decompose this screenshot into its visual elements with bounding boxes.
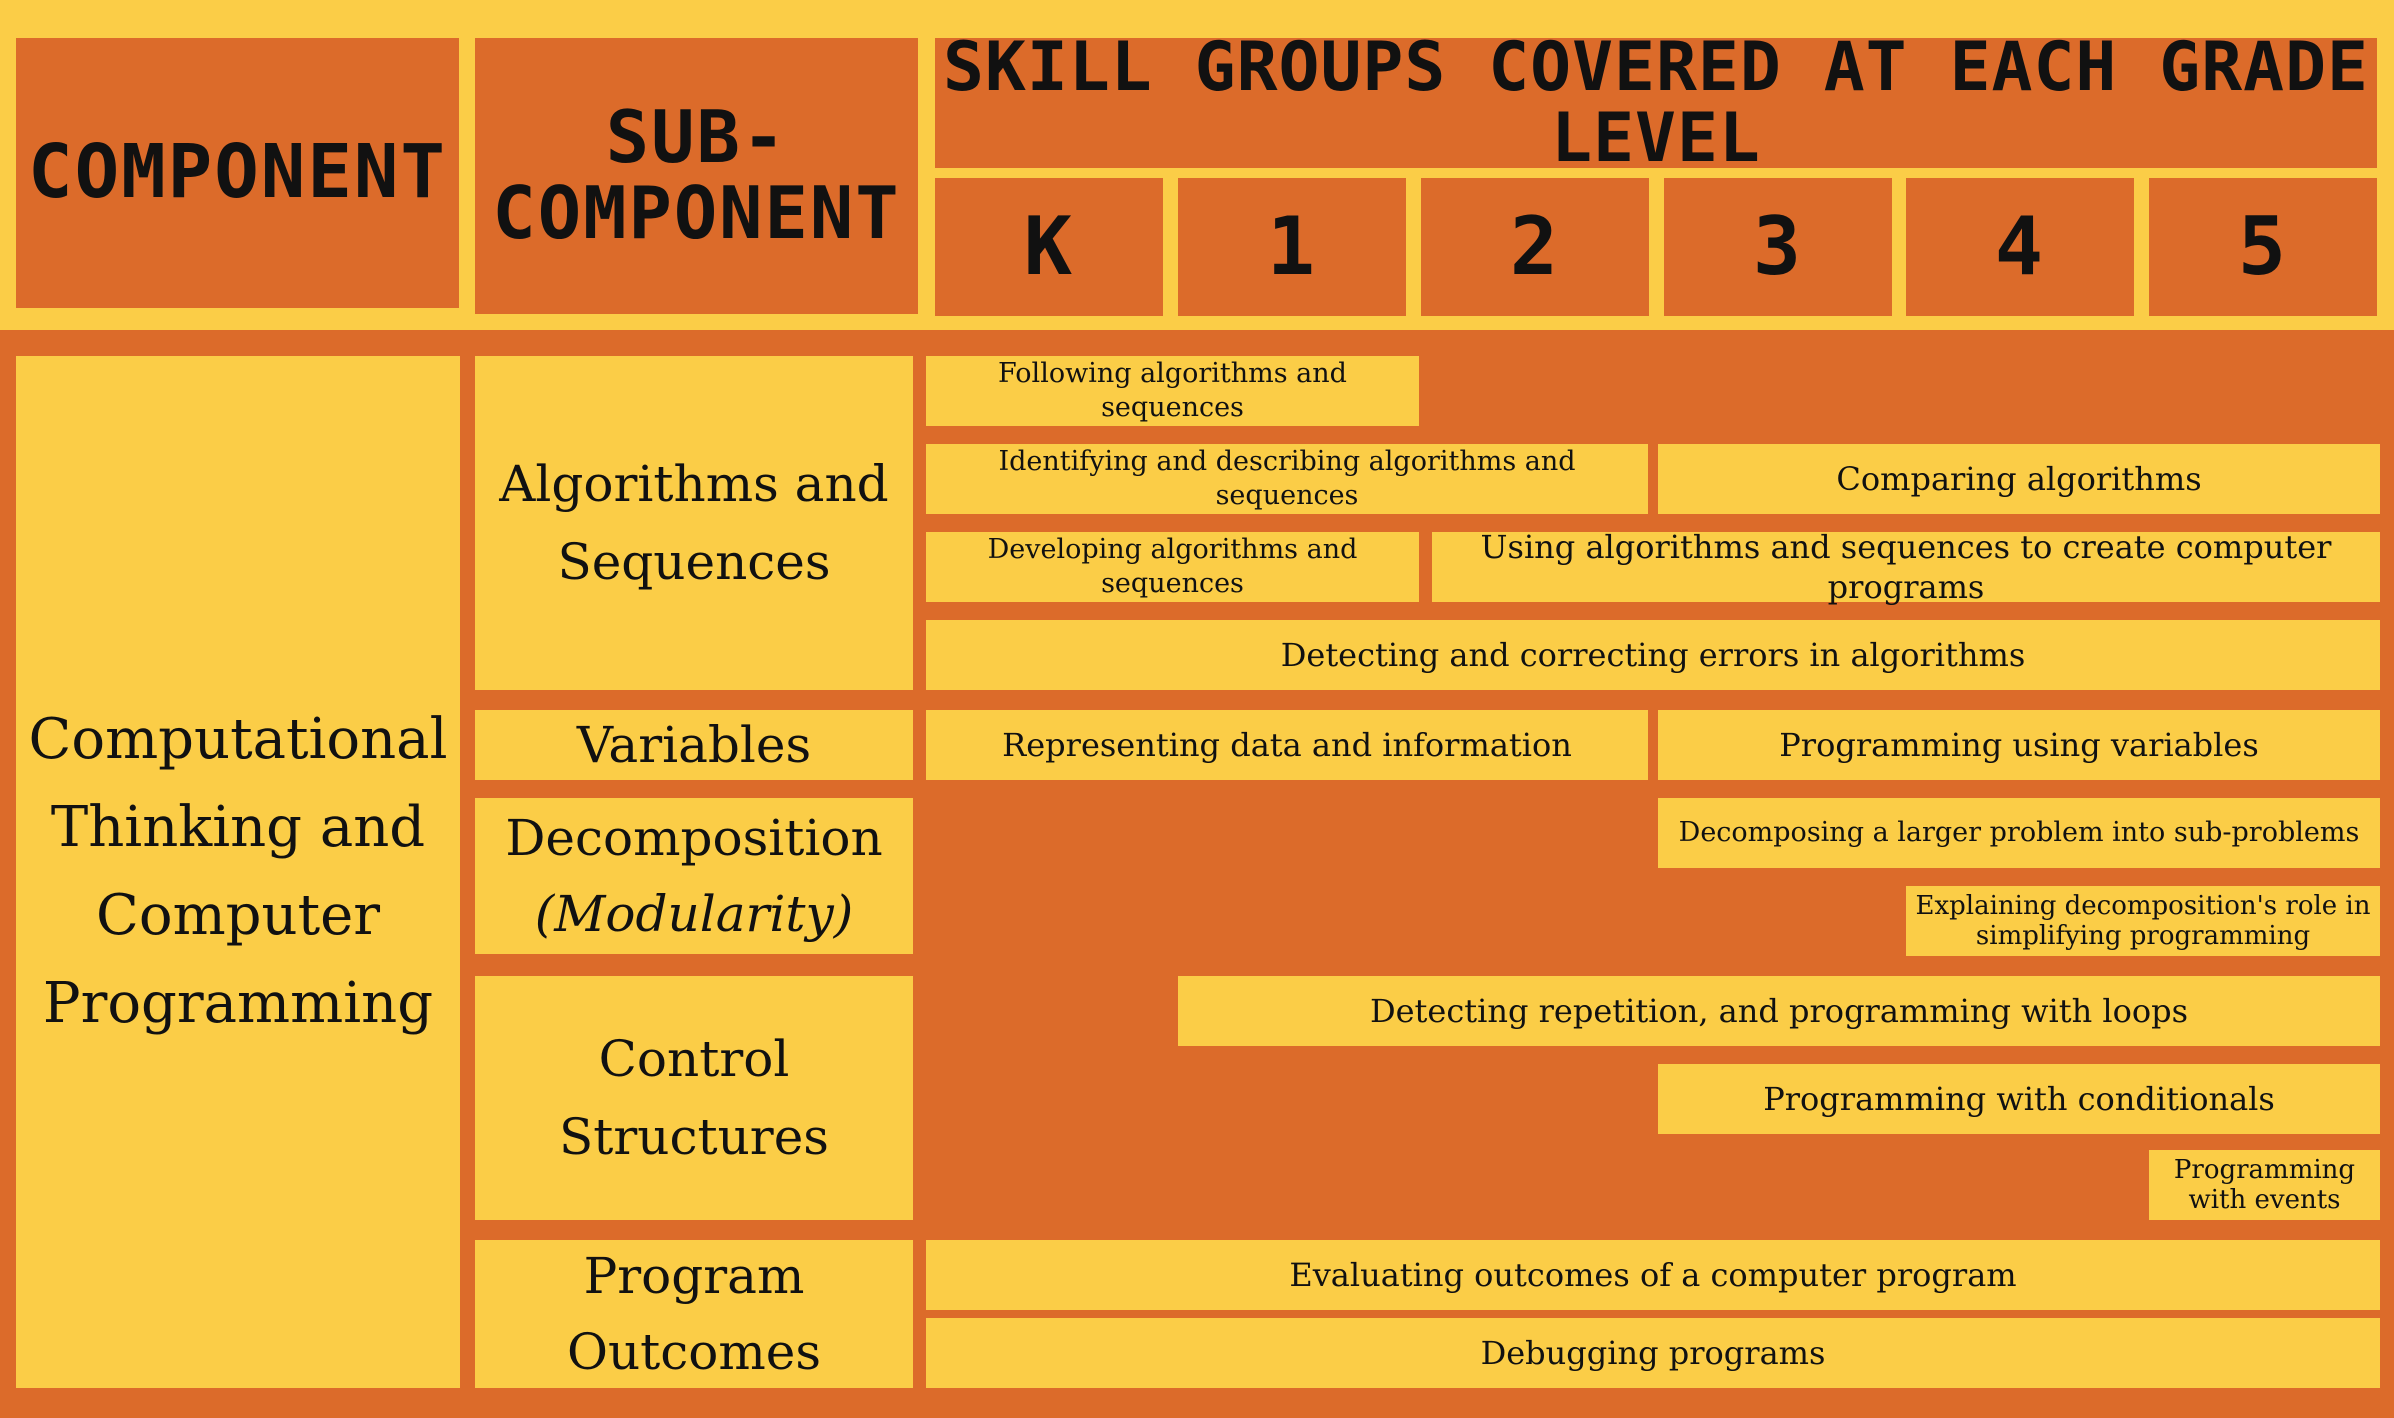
- subcomponent-header: [475, 38, 918, 314]
- subcomponent-variables: [475, 710, 913, 780]
- skill-following: Following algorithms and sequences: [926, 356, 1419, 426]
- component-line3: Computer: [96, 883, 380, 948]
- subcomponent-decomposition-line1: Decomposition: [505, 809, 883, 867]
- subcomponent-header-line1: SUB-: [605, 95, 788, 180]
- grade-1-header: 1: [1178, 178, 1406, 316]
- grade-3-header: 3: [1664, 178, 1892, 316]
- subcomponent-decomposition-line2: (Modularity): [534, 885, 854, 943]
- skill-evaluating: Evaluating outcomes of a computer program: [926, 1240, 2380, 1310]
- skill-comparing: Comparing algorithms: [1658, 444, 2380, 514]
- skill-loops: Detecting repetition, and programming with loops: [1178, 976, 2380, 1046]
- subcomponent-control-line1: Control: [598, 1030, 790, 1088]
- skill-decomposing: Decomposing a larger problem into sub-problems: [1658, 798, 2380, 868]
- subcomponent-control-line2: Structures: [559, 1108, 829, 1166]
- grade-4-header: 4: [1906, 178, 2134, 316]
- skill-using-algorithms: Using algorithms and sequences to create computer programs: [1432, 532, 2380, 602]
- subcomponent-algorithms-line1: Algorithms and: [499, 455, 889, 513]
- grade-k-header: K: [935, 178, 1163, 316]
- skill-detecting-errors: Detecting and correcting errors in algorithms: [926, 620, 2380, 690]
- skill-representing-data: Representing data and information: [926, 710, 1648, 780]
- subcomponent-outcomes-line1: Program: [583, 1247, 805, 1305]
- skill-events-line1: Programming: [2173, 1155, 2356, 1185]
- subcomponent-decomposition: [475, 798, 913, 954]
- skill-explaining: [1906, 886, 2380, 956]
- component-line1: Computational: [28, 707, 448, 772]
- subcomponent-outcomes-line2: Outcomes: [566, 1323, 822, 1381]
- skill-developing: Developing algorithms and sequences: [926, 532, 1419, 602]
- component-line4: Programming: [42, 971, 434, 1036]
- subcomponent-variables-line1: Variables: [576, 715, 812, 774]
- skill-debugging: Debugging programs: [926, 1318, 2380, 1388]
- skill-explaining-line2: simplifying programming: [1975, 921, 2311, 951]
- component-line2: Thinking and: [50, 795, 426, 860]
- skill-identifying: Identifying and describing algorithms and sequences: [926, 444, 1648, 514]
- grade-5-header: 5: [2149, 178, 2377, 316]
- subcomponent-algorithms: [475, 356, 913, 690]
- subcomponent-header-line2: COMPONENT: [492, 171, 901, 255]
- component-header: COMPONENT: [16, 38, 459, 308]
- subcomponent-outcomes: [475, 1240, 913, 1388]
- skill-events: [2149, 1150, 2380, 1220]
- skill-events-line2: with events: [2188, 1185, 2341, 1215]
- skill-conditionals: Programming with conditionals: [1658, 1064, 2380, 1134]
- grade-2-header: 2: [1421, 178, 1649, 316]
- component-cell: [16, 356, 460, 1388]
- subcomponent-control: [475, 976, 913, 1220]
- subcomponent-algorithms-line2: Sequences: [557, 533, 831, 591]
- skill-programming-variables: Programming using variables: [1658, 710, 2380, 780]
- skill-groups-header: SKILL GROUPS COVERED AT EACH GRADE LEVEL: [935, 38, 2377, 168]
- skill-explaining-line1: Explaining decomposition's role in: [1915, 891, 2371, 921]
